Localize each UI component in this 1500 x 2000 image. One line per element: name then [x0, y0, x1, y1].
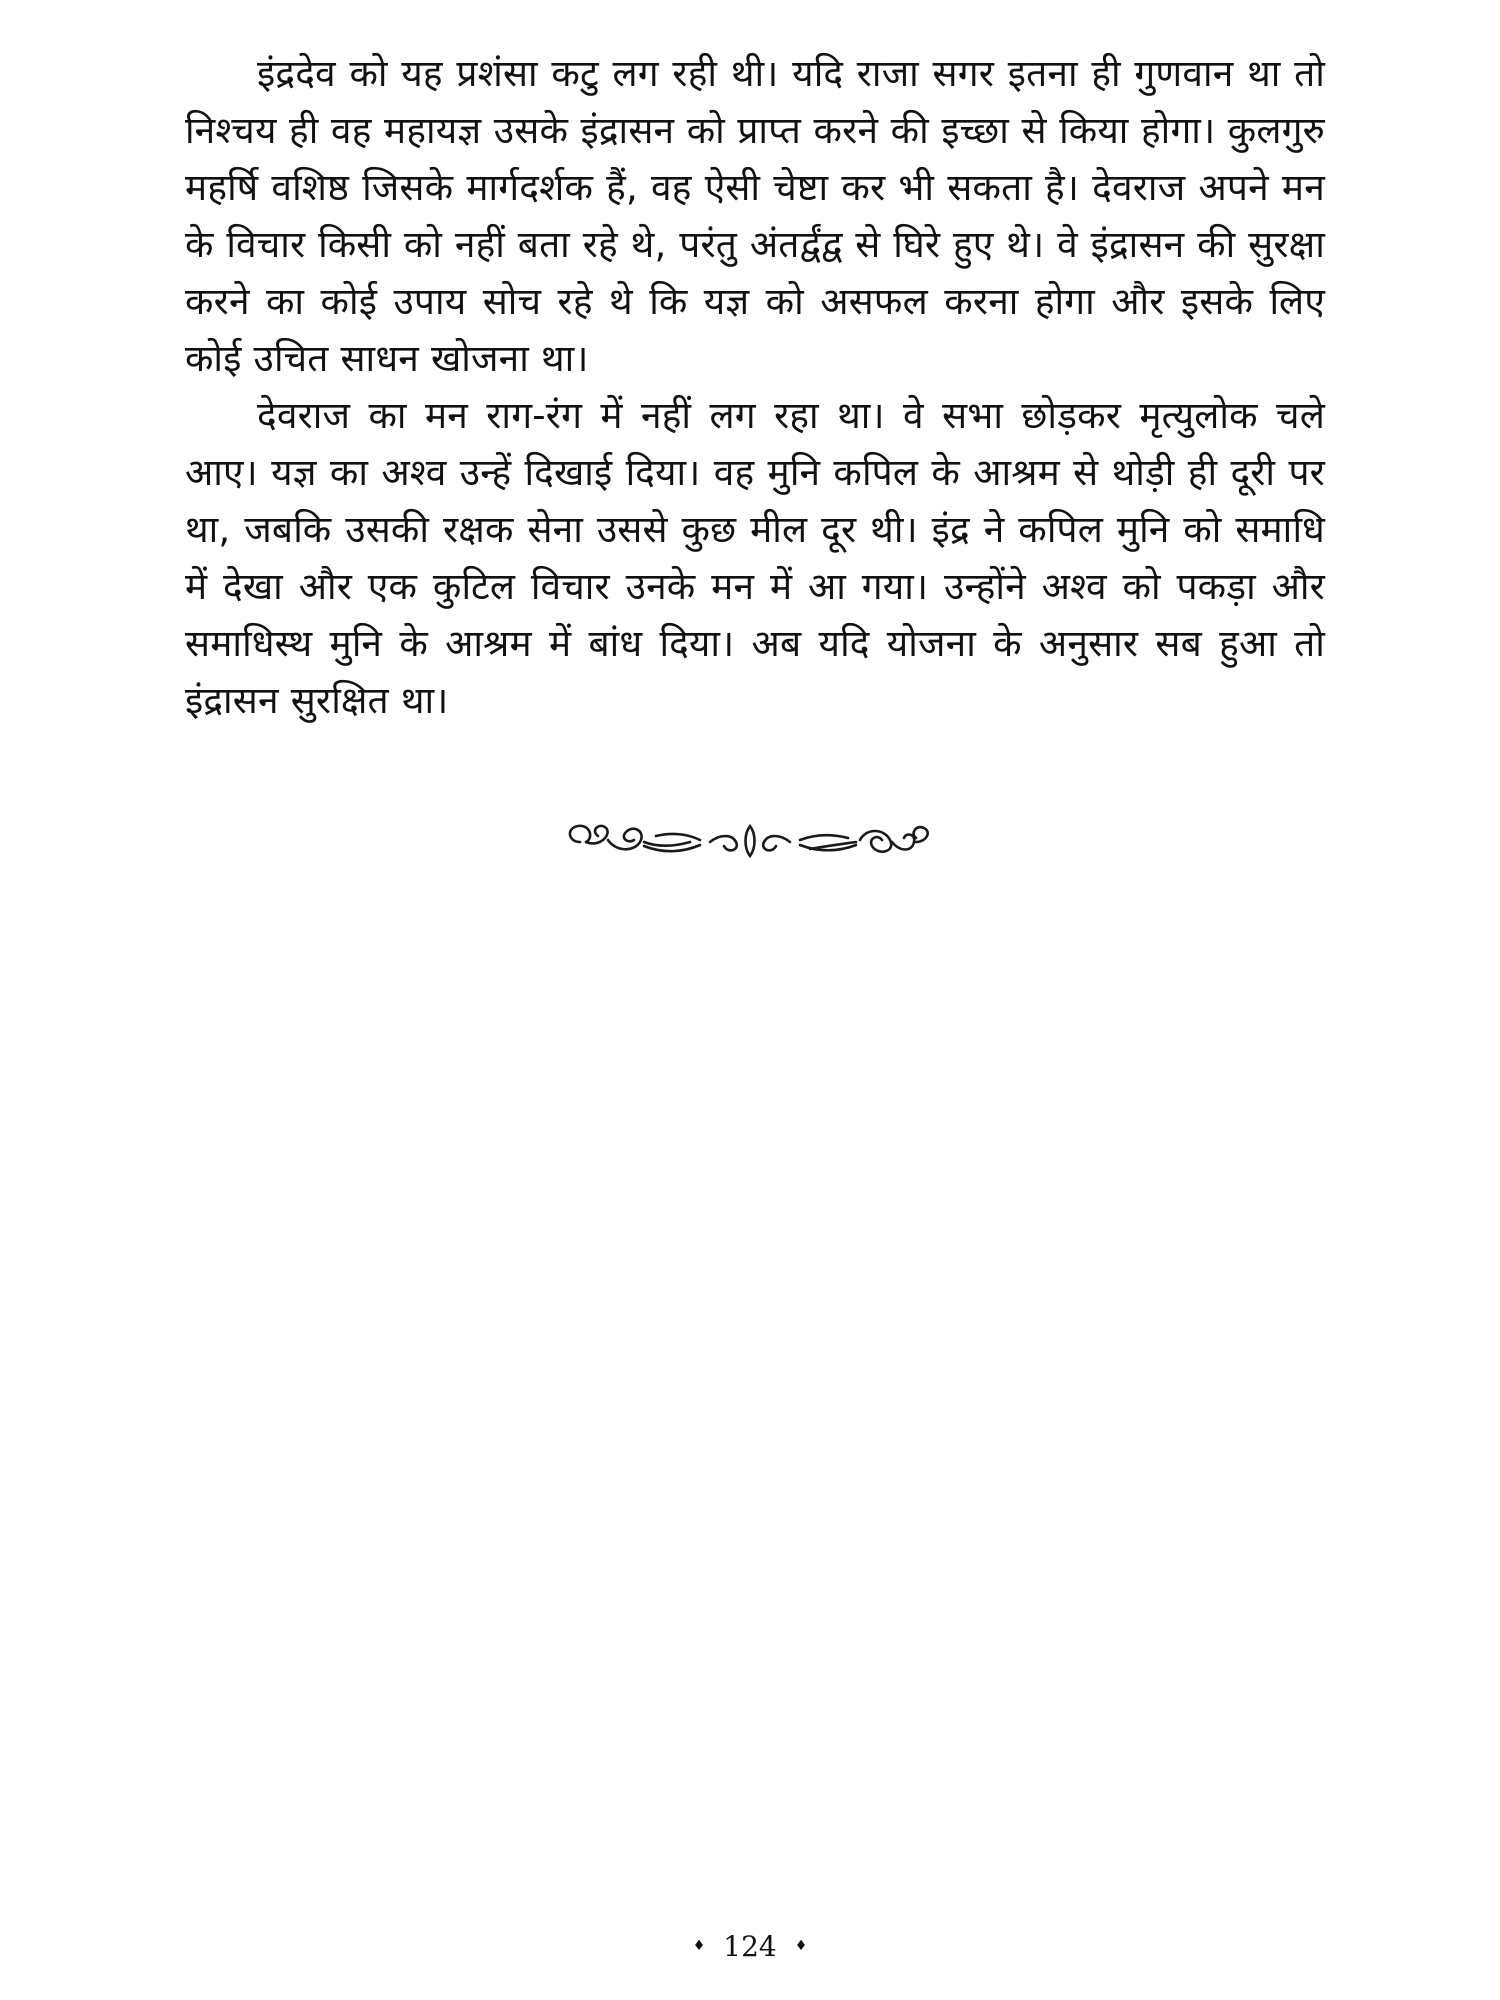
flourish-divider-icon	[560, 812, 940, 868]
footer-left-diamond: ♦	[692, 1937, 706, 1954]
page-number: 124	[723, 1930, 777, 1963]
body-text	[185, 45, 1325, 729]
page-footer	[0, 1930, 1500, 1963]
paragraph-2: देवराज का मन राग-रंग में नहीं लग रहा था। वे सभा छोड़कर मृत्युलोक चले आए। यज्ञ का अश्व उन्हें दिखाई दिया। वह मुनि कपिल के आश्रम से थोड़ी ही दूरी पर था, जबकि उसकी रक्षक सेना उससे कुछ मील दूर थी। इंद्र ने कपिल मुनि को समाधि में देखा और एक कुटिल विचार उनके मन में आ गया। उन्होंने अश्व को पकड़ा और समाधिस्थ मुनि के आश्रम में बांध दिया। अब यदि योजना के अनुसार सब हुआ तो इंद्रासन सुरक्षित था।	[185, 394, 1325, 722]
paragraph-1: इंद्रदेव को यह प्रशंसा कटु लग रही थी। यदि राजा सगर इतना ही गुणवान था तो निश्चय ही वह महायज्ञ उसके इंद्रासन को प्राप्त करने की इच्छा से किया होगा। कुलगुरु महर्षि वशिष्ठ जिसके मार्गदर्शक हैं, वह ऐसी चेष्टा कर भी सकता है। देवराज अपने मन के विचार किसी को नहीं बता रहे थे, परंतु अंतर्द्वंद्व से घिरे हुए थे। वे इंद्रासन की सुरक्षा करने का कोई उपाय सोच रहे थे कि यज्ञ को असफल करना होगा और इसके लिए कोई उचित साधन खोजना था।	[185, 52, 1325, 380]
footer-right-diamond: ♦	[794, 1937, 808, 1954]
